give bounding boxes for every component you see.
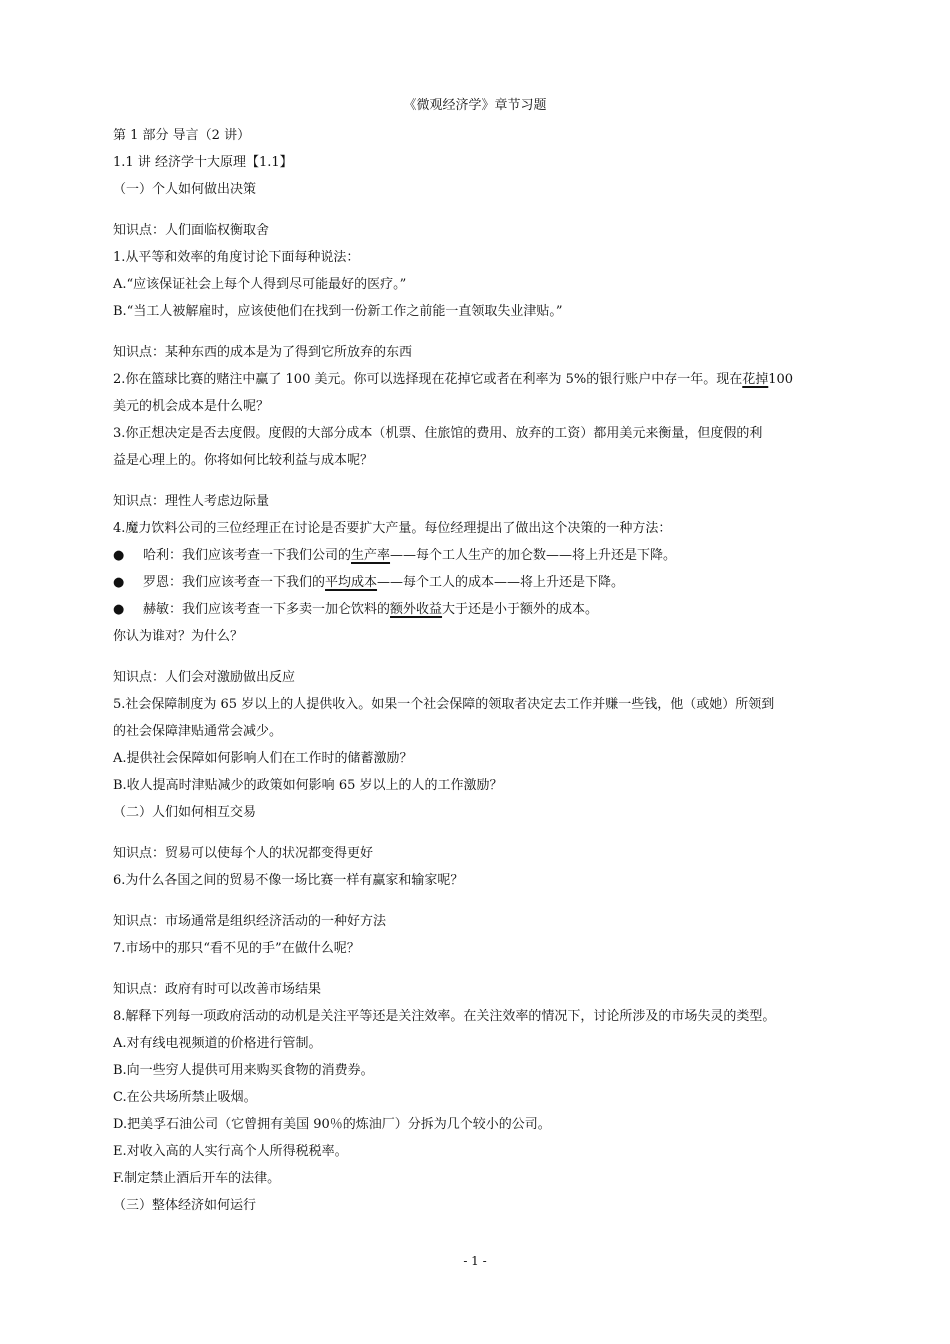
question-8-option-f: F.制定禁止酒后开车的法律。 [113, 1171, 281, 1186]
section-heading-2: （二）人们如何相互交易 [113, 805, 257, 820]
question-2-line-2: 美元的机会成本是什么呢？ [113, 399, 270, 414]
bullet-item-hermione [113, 596, 843, 623]
question-5-line-1: 5.社会保障制度为 65 岁以上的人提供收入。如果一个社会保障的领取者决定去工作并赚一些钱，他（或她）所领到 [113, 697, 775, 712]
document-title: 《微观经济学》章节习题 [403, 98, 547, 113]
knowledge-point-2: 知识点：某种东西的成本是为了得到它所放弃的东西 [113, 345, 413, 360]
question-5-option-a: A.提供社会保障如何影响人们在工作时的储蓄激励？ [113, 751, 413, 766]
bullet-item-ron [113, 569, 843, 596]
bullet-underlined: 额外收益 [390, 602, 443, 617]
page-number: - 1 - [463, 1254, 487, 1268]
bullet-text: 赫敏：我们应该考查一下多卖一加仑饮料的 [143, 602, 391, 617]
question-5-option-b: B.收人提高时津贴减少的政策如何影响 65 岁以上的人的工作激励？ [113, 778, 503, 793]
knowledge-point-3: 知识点：理性人考虑边际量 [113, 494, 270, 509]
question-4: 4.魔力饮料公司的三位经理正在讨论是否要扩大产量。每位经理提出了做出这个决策的一种方法： [113, 521, 672, 536]
bullet-underlined: 生产率 [351, 548, 391, 563]
question-7: 7.市场中的那只“看不见的手”在做什么呢？ [113, 941, 360, 956]
question-1-option-b: B.“当工人被解雇时，应该使他们在找到一份新工作之前能一直领取失业津贴。” [113, 304, 563, 319]
bullet-icon: ● [113, 575, 125, 590]
part-heading: 第 1 部分 导言（2 讲） [113, 128, 251, 143]
question-2-text-end: 100 [768, 372, 794, 387]
question-5-line-2: 的社会保障津贴通常会减少。 [113, 724, 283, 739]
question-8-option-c: C.在公共场所禁止吸烟。 [113, 1090, 257, 1105]
lecture-heading: 1.1 讲 经济学十大原理【1.1】 [113, 155, 293, 170]
question-3-line-2: 益是心理上的。你将如何比较利益与成本呢？ [113, 453, 374, 468]
knowledge-point-7: 知识点：政府有时可以改善市场结果 [113, 982, 322, 997]
document-body [113, 122, 843, 1219]
question-6: 6.为什么各国之间的贸易不像一场比赛一样有赢家和输家呢？ [113, 873, 464, 888]
section-heading-3: （三）整体经济如何运行 [113, 1198, 257, 1213]
bullet-icon: ● [113, 602, 125, 617]
question-8-option-a: A.对有线电视频道的价格进行管制。 [113, 1036, 322, 1051]
question-8-option-e: E.对收入高的人实行高个人所得税税率。 [113, 1144, 348, 1159]
knowledge-point-1: 知识点：人们面临权衡取舍 [113, 223, 270, 238]
question-1: 1.从平等和效率的角度讨论下面每种说法： [113, 250, 360, 265]
bullet-icon: ● [113, 548, 125, 563]
question-2-line-1 [113, 366, 843, 393]
question-8: 8.解释下列每一项政府活动的动机是关注平等还是关注效率。在关注效率的情况下，讨论所涉及的市场失灵的类型。 [113, 1009, 776, 1024]
bullet-text-end: ——每个工人的成本——将上升还是下降。 [377, 575, 625, 590]
bullet-text-end: ——每个工人生产的加仑数——将上升还是下降。 [390, 548, 677, 563]
bullet-item-harry [113, 542, 843, 569]
question-8-option-d: D.把美孚石油公司（它曾拥有美国 90％的炼油厂）分拆为几个较小的公司。 [113, 1117, 551, 1132]
bullet-text-end: 大于还是小于额外的成本。 [442, 602, 599, 617]
bullet-text: 哈利：我们应该考查一下我们公司的 [143, 548, 352, 563]
question-4-end: 你认为谁对？为什么？ [113, 629, 244, 644]
question-1-option-a: A.“应该保证社会上每个人得到尽可能最好的医疗。” [113, 277, 407, 292]
question-2-text: 2.你在篮球比赛的赌注中赢了 100 美元。你可以选择现在花掉它或者在利率为 5%的银行账户中存一年。现在 [113, 372, 743, 387]
knowledge-point-5: 知识点：贸易可以使每个人的状况都变得更好 [113, 846, 374, 861]
knowledge-point-4: 知识点：人们会对激励做出反应 [113, 670, 296, 685]
question-3-line-1: 3.你正想决定是否去度假。度假的大部分成本（机票、住旅馆的费用、放弃的工资）都用美元来衡量，但度假的利 [113, 426, 763, 441]
bullet-text: 罗恩：我们应该考查一下我们的 [143, 575, 326, 590]
question-8-option-b: B.向一些穷人提供可用来购买食物的消费券。 [113, 1063, 374, 1078]
bullet-underlined: 平均成本 [325, 575, 378, 590]
question-2-underlined: 花掉 [742, 372, 769, 387]
section-heading-1: （一）个人如何做出决策 [113, 182, 257, 197]
knowledge-point-6: 知识点：市场通常是组织经济活动的一种好方法 [113, 914, 387, 929]
